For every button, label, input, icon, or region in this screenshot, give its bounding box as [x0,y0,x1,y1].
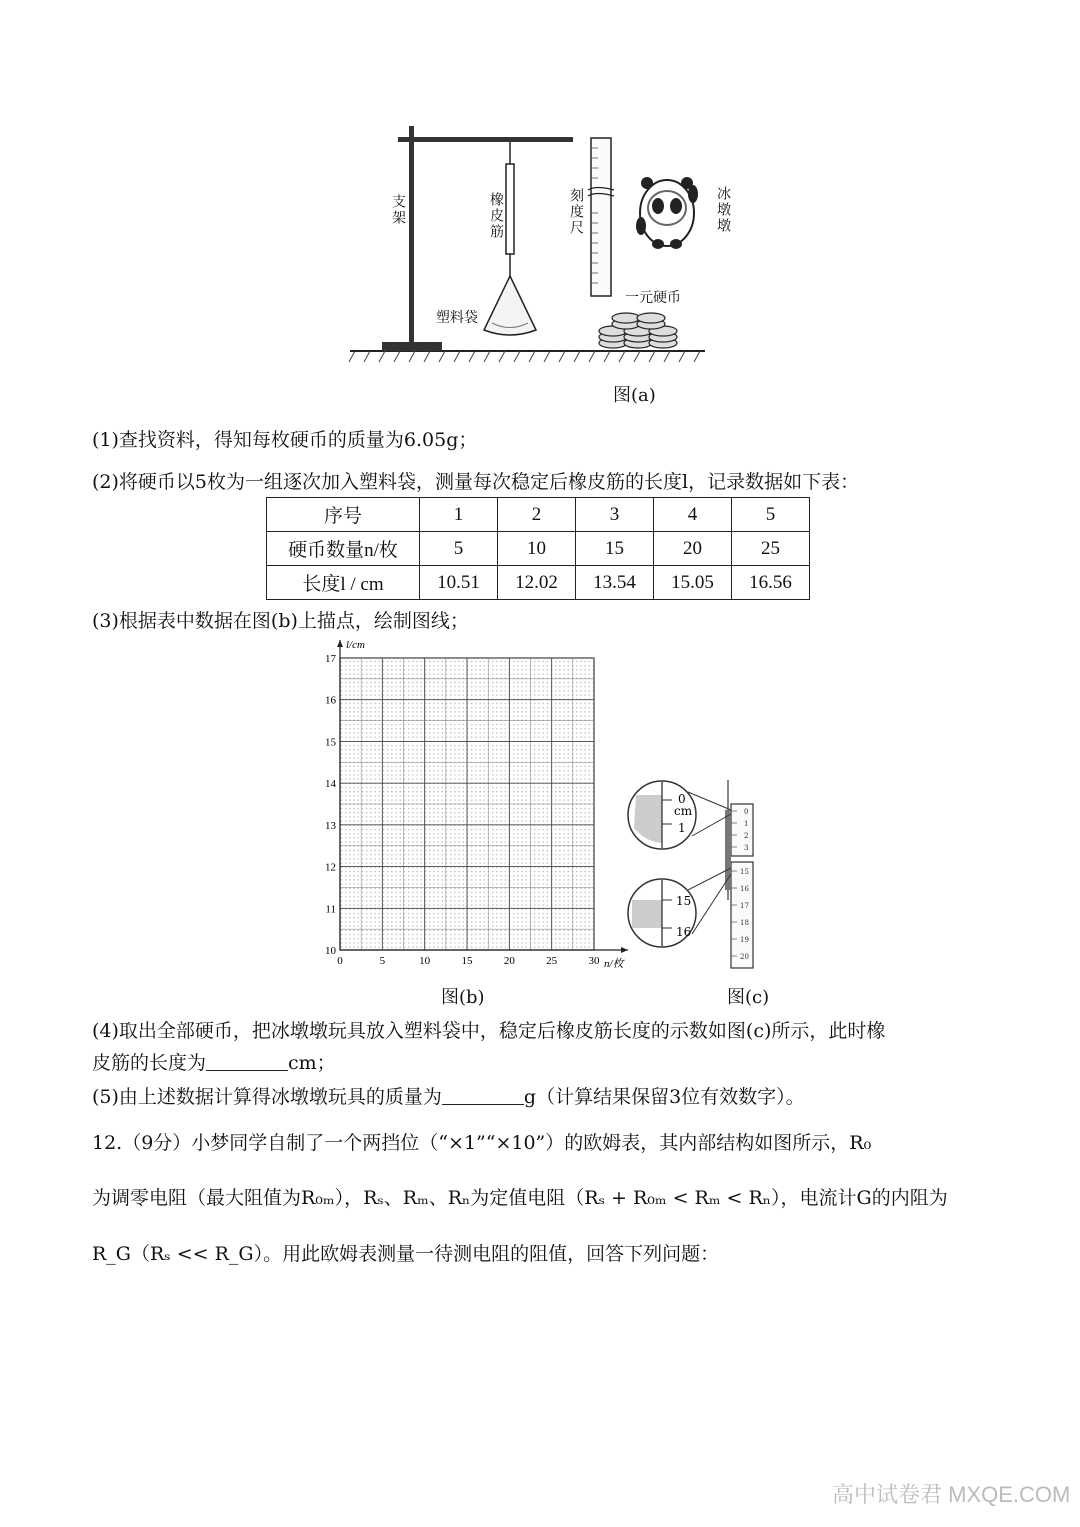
mascot-icon [636,177,698,249]
x-tick-label: 15 [461,955,473,967]
table-cell: 12.02 [498,566,576,600]
x-tick-label: 10 [419,955,431,967]
label-mascot: 冰墩墩 [715,186,731,234]
y-tick-label: 15 [325,736,336,749]
figure-a-apparatus [340,118,720,368]
table-cell: 5 [732,498,810,532]
y-tick-label: 14 [325,778,336,791]
step-3: (3)根据表中数据在图(b)上描点，绘制图线； [92,610,469,632]
x-tick-label: 5 [379,955,386,967]
magnifier-top-label: cm [674,804,693,818]
x-axis-label: n/枚 [604,958,624,970]
step-4-line-2 [92,1050,336,1076]
label-rubber-band: 橡皮筋 [488,192,504,240]
table-row [267,498,810,532]
magnifier-bottom-label: 16 [676,925,692,939]
table-cell: 20 [654,532,732,566]
table-cell: 10 [498,532,576,566]
label-ruler: 刻度尺 [568,188,584,236]
data-table [266,497,810,600]
ruler-tick-label: 19 [740,936,749,944]
table-cell: 2 [498,498,576,532]
x-tick-label: 25 [546,955,558,967]
table-cell: 15.05 [654,566,732,600]
step-4-line-1: (4)取出全部硬币，把冰墩墩玩具放入塑料袋中，稳定后橡皮筋长度的示数如图(c)所示，此时橡 [92,1020,886,1042]
magnifier-top-label: 0 [678,792,686,806]
table-cell: 15 [576,532,654,566]
label-coins: 一元硬币 [625,290,681,306]
x-tick-label: 20 [503,955,515,967]
ruler-tick-label: 20 [740,953,749,961]
table-cell: 13.54 [576,566,654,600]
table-row [267,566,810,600]
table-cell: 10.51 [420,566,498,600]
step-4-unit: cm； [288,1052,336,1074]
q12-line-2: 为调零电阻（最大阻值为R₀ₘ），Rₛ、Rₘ、Rₙ为定值电阻（Rₛ + R₀ₘ < Rₘ < Rₙ），电流计G的内阻为 [92,1187,948,1209]
step-2: (2)将硬币以5枚为一组逐次加入塑料袋，测量每次稳定后橡皮筋的长度l，记录数据如下表： [92,471,860,493]
magnifier-top-label: 1 [678,821,686,835]
ruler-tick-label: 16 [740,885,749,893]
table-row [267,532,810,566]
answer-blank-length[interactable] [206,1052,288,1071]
step-5-text: (5)由上述数据计算得冰墩墩玩具的质量为 [92,1086,442,1108]
figure-c-ruler [626,770,760,976]
ruler-tick-label: 2 [744,832,749,840]
ruler-tick-label: 1 [744,820,749,828]
table-header-index: 序号 [267,498,420,532]
x-tick-label: 30 [588,955,600,967]
table-cell: 1 [420,498,498,532]
y-tick-label: 12 [325,861,336,874]
y-tick-label: 16 [325,694,336,707]
ruler-tick-label: 18 [740,919,749,927]
watermark: 高中试卷君 MXQE.COM [832,1482,1071,1507]
y-tick-label: 11 [325,903,336,916]
ruler-tick-label: 17 [740,902,749,910]
table-header-length: 长度l / cm [267,566,420,600]
table-cell: 16.56 [732,566,810,600]
q12-line-3: R_G（Rₛ << R_G）。用此欧姆表测量一待测电阻的阻值，回答下列问题： [92,1243,720,1265]
x-tick-label: 0 [337,955,343,967]
table-cell: 3 [576,498,654,532]
label-stand: 支架 [390,194,406,226]
ruler-tick-label: 15 [740,868,749,876]
ruler-tick-label: 3 [744,844,749,852]
label-bag: 塑料袋 [436,310,478,326]
table-cell: 25 [732,532,810,566]
figure-b-chart [310,630,640,970]
q12-line-1: 12.（9分）小梦同学自制了一个两挡位（“×1”“×10”）的欧姆表，其内部结构如图所示，R₀ [92,1132,872,1154]
y-tick-label: 13 [325,819,336,832]
step-1: (1)查找资料，得知每枚硬币的质量为6.05g； [92,429,478,451]
caption-figure-b: 图(b) [441,987,485,1008]
y-tick-label: 17 [325,653,336,665]
caption-figure-a: 图(a) [613,385,656,406]
caption-figure-c: 图(c) [727,987,770,1008]
y-tick-label: 10 [325,945,336,957]
step-5 [92,1084,805,1110]
y-axis-label: l/cm [346,639,365,651]
answer-blank-mass[interactable] [442,1086,524,1105]
magnifier-bottom-label: 15 [676,894,692,908]
table-header-coins: 硬币数量n/枚 [267,532,420,566]
step-4-text: 皮筋的长度为 [92,1052,207,1074]
table-cell: 5 [420,532,498,566]
table-cell: 4 [654,498,732,532]
y-axis-arrow [337,640,343,647]
step-5-tail: g（计算结果保留3位有效数字）。 [523,1086,805,1108]
ruler-tick-label: 0 [744,808,749,816]
